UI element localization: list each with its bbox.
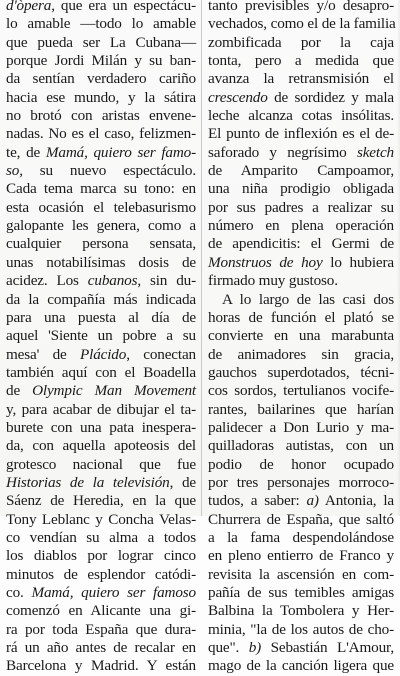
italic-run: Mamá, quiero ser famo-: [45, 143, 196, 161]
article-line: [208, 235, 394, 253]
article-line: [208, 107, 394, 125]
article-line: [6, 70, 196, 88]
italic-run: a): [306, 492, 319, 510]
text-run: leche alcanza cotas insólitas.: [208, 107, 394, 125]
article-line: [6, 382, 196, 400]
text-run: palidecer a Don Lurio y ma-: [208, 418, 394, 436]
text-run: Churrera de España, que saltó: [208, 510, 394, 528]
text-run: vechados, como el de la familia: [208, 15, 396, 33]
text-run: de animadores sin gracia,: [208, 345, 394, 363]
article-line: [208, 70, 394, 88]
text-run: de apendicitis: el Germi de: [208, 235, 394, 253]
text-run: da, con aquella apoteosis del: [6, 437, 196, 455]
text-run: que".: [208, 639, 249, 657]
text-run: los diablos por lograr cinco: [6, 547, 196, 565]
text-run: de sordidez y mala: [267, 88, 394, 106]
article-column-left: [6, 0, 196, 676]
text-run: no brotó con aristas envene-: [6, 107, 196, 125]
text-run: Barcelona y Madrid. Y están: [6, 657, 196, 675]
article-line: [6, 125, 196, 143]
article-line: [6, 566, 196, 584]
article-column-right: [208, 0, 394, 676]
article-line: [208, 529, 394, 547]
article-line: [208, 474, 394, 492]
text-run: pañía de sus temibles amigas: [208, 584, 394, 601]
text-run: minutos de esplendor catódi-: [6, 565, 196, 583]
article-line: [6, 0, 196, 15]
text-run: saforado y negrísimo: [208, 143, 357, 161]
italic-run: Mamá, quiero ser famoso: [31, 584, 196, 601]
text-run: unas notabilísimas dosis de: [6, 253, 196, 271]
text-run: A lo largo de las casi dos: [222, 290, 394, 308]
article-line: [208, 162, 394, 180]
text-run: , que era un espectácu-: [51, 0, 196, 14]
article-line: [6, 34, 196, 52]
italic-run: Plácido: [80, 345, 127, 363]
text-run: te, de: [6, 143, 46, 161]
text-run: gauchos superdotados, técni-: [208, 363, 394, 381]
article-line: [208, 602, 394, 620]
article-line: [6, 162, 196, 180]
text-run: en pleno entierro de Franco y: [208, 547, 394, 565]
article-line: [208, 566, 394, 584]
text-run: El punto de inflexión es el de-: [208, 125, 394, 143]
italic-run: crescendo: [208, 88, 268, 106]
text-run: a la fama despendolándose: [208, 528, 394, 546]
article-line: [6, 602, 196, 620]
article-line: [6, 492, 196, 510]
article-line: [6, 309, 196, 327]
text-run: co.: [6, 584, 32, 601]
article-line: [6, 511, 196, 529]
article-line: [208, 437, 394, 455]
text-run: da sentían verdadero cariño: [6, 70, 196, 88]
text-run: hacia ese mundo, y la sátira: [6, 88, 196, 106]
text-run: convierte en una marabunta: [208, 327, 394, 345]
article-line: [208, 272, 394, 290]
article-line: [208, 309, 394, 327]
article-line: [6, 419, 196, 437]
text-run: zombificada por la caja: [208, 33, 394, 51]
text-run: Tony Leblanc y Concha Velas-: [6, 510, 196, 528]
article-line: [6, 199, 196, 217]
article-line: [208, 657, 394, 675]
text-run: , su nuevo espectáculo.: [19, 162, 196, 180]
text-run: cos sordos, tertulianos vocife-: [208, 382, 394, 400]
italic-run: Historias de la televisión: [6, 473, 170, 491]
article-line: [6, 89, 196, 107]
article-line: [6, 401, 196, 419]
article-line: [208, 327, 394, 345]
article-line: [208, 401, 394, 419]
text-run: comenzó en Alicante una gi-: [6, 602, 196, 620]
text-run: rá un año antes de recalar en: [6, 639, 196, 657]
article-line: [208, 291, 394, 309]
italic-run: sketch: [356, 143, 394, 161]
text-run: Balbina la Tombolera y Her-: [208, 602, 394, 620]
text-run: firmado muy gustoso.: [208, 272, 338, 290]
text-run: nadas. No es el caso, felizmen-: [6, 125, 196, 143]
article-line: [6, 364, 196, 382]
text-run: , sin du-: [137, 272, 196, 290]
article-line: [208, 639, 394, 657]
italic-run: cubanos: [87, 272, 138, 290]
text-run: por tres personajes morroco-: [208, 473, 394, 491]
text-run: número en plena operación: [208, 217, 394, 235]
text-run: de: [6, 382, 33, 400]
text-run: horas de función el plató se: [208, 308, 394, 326]
text-run: acidez. Los: [6, 272, 88, 290]
article-line: [208, 346, 394, 364]
text-run: tonta, pero a medida que: [208, 52, 394, 70]
italic-run: d'òpera: [6, 0, 52, 14]
text-run: quilladoras autistas, con un: [208, 437, 394, 455]
article-line: [208, 511, 394, 529]
italic-run: so: [6, 162, 20, 180]
article-line: [6, 291, 196, 309]
column-divider: [201, 0, 202, 516]
text-run: minia, "la de los autos de cho-: [208, 620, 394, 638]
article-line: [6, 144, 196, 162]
article-line: [208, 52, 394, 70]
text-run: por sus padres a realizar su: [208, 198, 394, 216]
article-line: [6, 327, 196, 345]
text-run: porque Jordi Milán y su ban-: [6, 52, 196, 70]
article-line: [6, 346, 196, 364]
article-line: [6, 621, 196, 639]
text-run: burete con una pata inespera-: [6, 418, 196, 436]
text-run: y, para acabar de dibujar el ta-: [6, 400, 196, 418]
article-line: [208, 621, 394, 639]
text-run: da la compañía más indicada: [6, 290, 196, 308]
text-run: co vendían su alma a todos: [6, 528, 196, 546]
article-line: [6, 235, 196, 253]
article-line: [6, 52, 196, 70]
article-line: [208, 125, 394, 143]
article-line: [208, 199, 394, 217]
article-line: [6, 254, 196, 272]
text-run: , conectan: [126, 345, 196, 363]
article-line: [208, 217, 394, 235]
text-run: una niña prodigio obligada: [208, 180, 394, 198]
article-line: [6, 217, 196, 235]
article-line: [208, 0, 394, 15]
article-line: [6, 180, 196, 198]
article-line: [6, 657, 196, 675]
article-line: [6, 107, 196, 125]
italic-run: b): [248, 639, 262, 657]
text-run: aquel 'Siente un pobre a su: [6, 327, 196, 345]
article-line: [208, 15, 394, 33]
article-line: [208, 492, 394, 510]
article-line: [208, 144, 394, 162]
article-line: [208, 34, 394, 52]
article-line: [208, 419, 394, 437]
article-line: [6, 456, 196, 474]
text-run: podio de honor ocupado: [208, 455, 394, 473]
text-run: galopante les genera, como a: [6, 217, 196, 235]
text-run: Cada tema marca su tono: en: [6, 180, 196, 198]
text-run: mesa' de: [6, 345, 80, 363]
text-run: tanto previsibles y/o desapro-: [208, 0, 394, 14]
italic-run: Monstruos de hoy: [208, 253, 323, 271]
text-run: lo hubiera: [322, 253, 394, 271]
text-run: Sáenz de Heredia, en la que: [6, 492, 196, 510]
article-line: [6, 584, 196, 602]
article-line: [208, 584, 394, 602]
article-line: [208, 456, 394, 474]
article-line: [208, 364, 394, 382]
article-line: [208, 547, 394, 565]
article-line: [208, 180, 394, 198]
article-line: [208, 382, 394, 400]
text-run: tudos, a saber:: [208, 492, 307, 510]
text-run: revisita la ascensión en com-: [208, 565, 394, 583]
text-run: grotesco nacional que fue: [6, 455, 196, 473]
text-run: , de: [169, 473, 196, 491]
article-line: [208, 89, 394, 107]
article-line: [6, 437, 196, 455]
text-run: ra por toda España que dura-: [6, 620, 196, 638]
article-line: [6, 639, 196, 657]
text-run: que pueda ser La Cubana—: [6, 33, 196, 51]
text-run: cualquier persona sensata,: [6, 235, 196, 253]
article-line: [6, 547, 196, 565]
text-run: rantes, bailarines que harían: [208, 400, 394, 418]
article-line: [6, 529, 196, 547]
article-line: [6, 474, 196, 492]
italic-run: Olympic Man Movement: [32, 382, 196, 400]
article-line: [6, 272, 196, 290]
text-run: avanza la retransmisión el: [208, 70, 394, 88]
text-run: Sebastián L'Amour,: [261, 639, 394, 657]
text-run: lo amable —todo lo amable: [6, 15, 196, 33]
text-run: de Amparito Campoamor,: [208, 162, 394, 180]
text-run: también aquí con el Boadella: [6, 363, 196, 381]
text-run: para una puesta al día de: [6, 308, 196, 326]
article-line: [208, 254, 394, 272]
text-run: esta ocasión el telebasurismo: [6, 198, 196, 216]
text-run: Antonia, la: [318, 492, 394, 510]
text-run: mago de la canción ligera que: [208, 657, 394, 675]
article-line: [6, 15, 196, 33]
